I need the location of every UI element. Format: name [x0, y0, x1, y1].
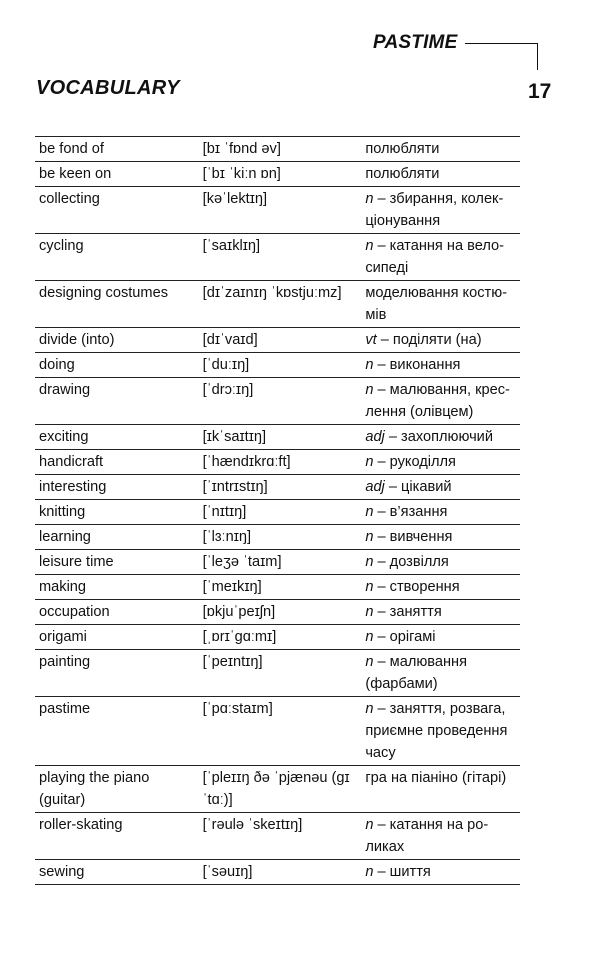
vocab-transcription: [kəˈlektɪŋ] [199, 187, 362, 234]
vocab-translation: – катання на вело-сипеді [365, 238, 504, 276]
vocab-translation-cell [361, 575, 520, 600]
vocab-row [35, 328, 520, 353]
vocab-transcription: [ˈrəulə ˈskeɪtɪŋ] [199, 813, 362, 860]
part-of-speech: n [365, 817, 374, 833]
vocab-translation-cell [361, 650, 520, 697]
vocab-row [35, 234, 520, 281]
vocab-translation: – цікавий [384, 479, 452, 495]
vocab-transcription: [bɪ ˈfɒnd əv] [199, 137, 362, 162]
part-of-speech: n [365, 554, 374, 570]
vocab-transcription: [ˌɒrɪˈgɑːmɪ] [199, 625, 362, 650]
vocab-word: leisure time [35, 550, 199, 575]
vocab-transcription: [ˈpɑːstaɪm] [199, 697, 362, 766]
vocab-transcription: [ˈnɪtɪŋ] [199, 500, 362, 525]
vocab-translation: – захоплюючий [384, 429, 493, 445]
vocab-word: exciting [35, 425, 199, 450]
part-of-speech: adj [365, 429, 385, 445]
part-of-speech: n [365, 357, 374, 373]
vocab-row [35, 600, 520, 625]
vocab-translation: – катання на ро-ликах [365, 817, 489, 855]
vocab-word: handicraft [35, 450, 199, 475]
vocab-row [35, 475, 520, 500]
part-of-speech: n [365, 579, 374, 595]
part-of-speech: n [365, 701, 374, 717]
vocab-transcription: [ˈdrɔːɪŋ] [199, 378, 362, 425]
vocab-row [35, 500, 520, 525]
section-title: PASTIME [373, 32, 458, 53]
vocab-translation-cell [361, 860, 520, 885]
vocab-row [35, 450, 520, 475]
part-of-speech: n [365, 654, 374, 670]
vocab-translation: – заняття, розвага, приємне проведення часу [365, 701, 508, 761]
vocab-translation: полюбляти [365, 166, 440, 182]
vocab-transcription: [ˈɪntrɪstɪŋ] [199, 475, 362, 500]
vocab-translation-cell [361, 137, 520, 162]
section-title-rule [465, 43, 538, 44]
vocab-translation: – шиття [373, 864, 431, 880]
vocab-word: occupation [35, 600, 199, 625]
vocab-transcription: [ɒkjuˈpeɪʃn] [199, 600, 362, 625]
vocab-word: knitting [35, 500, 199, 525]
vocab-translation-cell [361, 353, 520, 378]
part-of-speech: n [365, 191, 374, 207]
vocab-translation-cell [361, 500, 520, 525]
part-of-speech: n [365, 529, 374, 545]
vocabulary-heading: VOCABULARY [36, 77, 180, 99]
vocab-translation-cell [361, 475, 520, 500]
vocab-translation-cell [361, 625, 520, 650]
part-of-speech: n [365, 629, 374, 645]
vocab-transcription: [ɪkˈsaɪtɪŋ] [199, 425, 362, 450]
vocab-translation: – заняття [373, 604, 442, 620]
page-number: 17 [528, 80, 552, 103]
vocab-translation: моделювання костю-мів [365, 285, 507, 323]
vocab-translation: полюбляти [365, 141, 440, 157]
vocab-word: playing the piano (guitar) [35, 766, 199, 813]
vocab-row [35, 187, 520, 234]
vocab-transcription: [ˈpleɪɪŋ ðə ˈpjænəu (gɪˈtɑː)] [199, 766, 362, 813]
part-of-speech: n [365, 454, 374, 470]
vocab-row [35, 353, 520, 378]
vocab-translation-cell [361, 600, 520, 625]
vocab-row [35, 697, 520, 766]
vocab-translation-cell [361, 162, 520, 187]
vocab-translation: – малювання, крес-лення (олівцем) [365, 382, 510, 420]
vocab-translation: гра на піаніно (гітарі) [365, 770, 507, 786]
vocab-translation-cell [361, 234, 520, 281]
vocab-row [35, 550, 520, 575]
vocab-translation-cell [361, 450, 520, 475]
vocab-transcription: [ˈduːɪŋ] [199, 353, 362, 378]
vocab-row [35, 137, 520, 162]
vocab-translation-cell [361, 328, 520, 353]
vocab-transcription: [ˈleʒə ˈtaɪm] [199, 550, 362, 575]
vocab-translation: – вивчення [373, 529, 453, 545]
part-of-speech: n [365, 238, 374, 254]
vocab-word: divide (into) [35, 328, 199, 353]
vocab-transcription: [dɪˈvaɪd] [199, 328, 362, 353]
vocab-row [35, 575, 520, 600]
part-of-speech: vt [365, 332, 377, 348]
vocab-translation: – рукоділля [373, 454, 456, 470]
vocab-translation: – малювання (фарбами) [365, 654, 468, 692]
vocab-translation-cell [361, 766, 520, 813]
vocab-translation: – створення [373, 579, 460, 595]
vocab-translation-cell [361, 697, 520, 766]
vocab-row [35, 813, 520, 860]
vocab-word: learning [35, 525, 199, 550]
vocab-translation-cell [361, 550, 520, 575]
vocab-word: painting [35, 650, 199, 697]
vocab-word: roller-skating [35, 813, 199, 860]
vocab-translation-cell [361, 813, 520, 860]
vocab-row [35, 766, 520, 813]
vocabulary-table [35, 136, 520, 885]
vocab-word: collecting [35, 187, 199, 234]
vocab-row [35, 650, 520, 697]
vocab-word: origami [35, 625, 199, 650]
vocab-transcription: [ˈbɪ ˈkiːn ɒn] [199, 162, 362, 187]
vocab-translation: – виконання [373, 357, 461, 373]
vocab-transcription: [dɪˈzaɪnɪŋ ˈkɒstjuːmz] [199, 281, 362, 328]
vocab-translation: – в’язання [373, 504, 448, 520]
vocab-word: pastime [35, 697, 199, 766]
vocab-transcription: [ˈlɜːnɪŋ] [199, 525, 362, 550]
vocab-row [35, 162, 520, 187]
vocab-row [35, 625, 520, 650]
vocab-row [35, 525, 520, 550]
vocab-translation-cell [361, 525, 520, 550]
part-of-speech: n [365, 382, 374, 398]
vocab-word: be keen on [35, 162, 199, 187]
vocab-row [35, 281, 520, 328]
vocab-transcription: [ˈhændɪkrɑːft] [199, 450, 362, 475]
vocab-word: doing [35, 353, 199, 378]
vocab-translation: – дозвілля [373, 554, 449, 570]
vocab-word: sewing [35, 860, 199, 885]
vocab-row [35, 378, 520, 425]
vocab-translation-cell [361, 378, 520, 425]
vocab-row [35, 425, 520, 450]
vocab-word: be fond of [35, 137, 199, 162]
part-of-speech: n [365, 604, 374, 620]
section-title-rule-vertical [537, 43, 538, 70]
vocab-word: cycling [35, 234, 199, 281]
vocab-word: designing costumes [35, 281, 199, 328]
part-of-speech: n [365, 504, 374, 520]
vocab-word: interesting [35, 475, 199, 500]
vocab-translation: – орігамі [373, 629, 436, 645]
vocab-word: drawing [35, 378, 199, 425]
vocab-transcription: [ˈsəuɪŋ] [199, 860, 362, 885]
vocab-row [35, 860, 520, 885]
vocab-word: making [35, 575, 199, 600]
vocab-transcription: [ˈsaɪklɪŋ] [199, 234, 362, 281]
vocab-translation-cell [361, 425, 520, 450]
vocab-transcription: [ˈpeɪntɪŋ] [199, 650, 362, 697]
vocab-translation: – поділяти (на) [376, 332, 482, 348]
vocab-transcription: [ˈmeɪkɪŋ] [199, 575, 362, 600]
vocab-translation-cell [361, 187, 520, 234]
part-of-speech: n [365, 864, 374, 880]
vocab-translation: – збирання, колек-ціонування [365, 191, 504, 229]
vocab-translation-cell [361, 281, 520, 328]
part-of-speech: adj [365, 479, 385, 495]
